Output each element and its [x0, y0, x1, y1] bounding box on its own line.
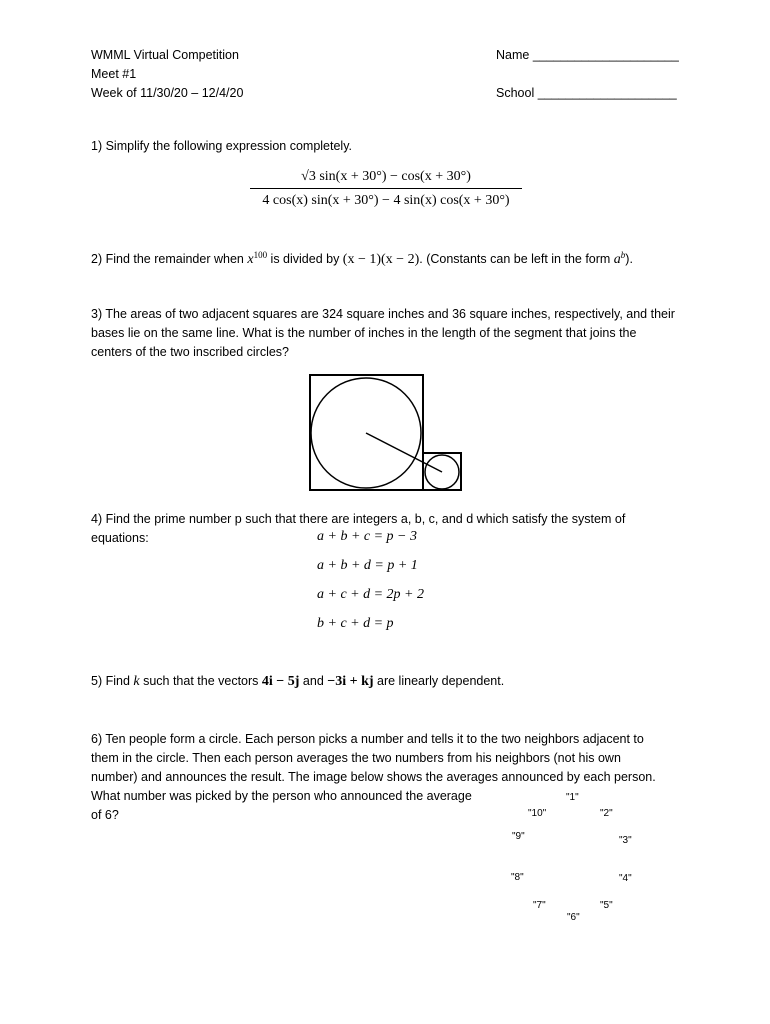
circle-label-8: "8" [511, 872, 524, 883]
equation-4: b + c + d = p [317, 616, 394, 631]
equation-3: a + c + d = 2p + 2 [317, 587, 425, 602]
question-4-line-2: equations: [91, 531, 149, 545]
q2-suffix-a: . (Constants can be left in the form [419, 252, 614, 267]
circle-label-6: "6" [567, 912, 580, 923]
equation-2: a + b + d = p + 1 [317, 558, 418, 573]
school-field: School ____________________ [496, 86, 677, 100]
question-2 [91, 246, 633, 269]
question-1-text: 1) Simplify the following expression completely. [91, 139, 352, 153]
question-6-line-3: number) and announces the result. The image below shows the averages announced by each person. [91, 770, 656, 784]
q2-middle: is divided by [267, 252, 343, 267]
q2-exponent: 100 [253, 250, 268, 260]
competition-title: WMML Virtual Competition [91, 48, 239, 62]
circle-label-3: "3" [619, 835, 632, 846]
circle-label-5: "5" [600, 900, 613, 911]
q2-divisor: (x − 1)(x − 2) [342, 252, 420, 268]
question-4-line-1: 4) Find the prime number p such that there are integers a, b, c, and d which satisfy the system of [91, 512, 626, 526]
squares-circles-figure [300, 365, 470, 500]
q5-suffix: are linearly dependent. [373, 674, 505, 688]
question-6-line-5: of 6? [91, 808, 119, 822]
q2-suffix-b: ). [625, 252, 633, 267]
q5-and: and [299, 674, 328, 688]
q2-form-base: a [613, 252, 621, 268]
question-3-line-3: centers of the two inscribed circles? [91, 345, 290, 359]
question-6-line-1: 6) Ten people form a circle. Each person picks a number and tells it to the two neighbors adjacent to [91, 732, 644, 746]
meet-number: Meet #1 [91, 67, 137, 81]
circle-label-2: "2" [600, 808, 613, 819]
q5-vector-1: 4i − 5j [261, 674, 300, 689]
q2-base: x [247, 252, 254, 268]
fraction-numerator: √3 sin(x + 30°) − cos(x + 30°) [301, 169, 471, 184]
q5-vector-2: −3i + kj [327, 674, 374, 689]
circle-label-9: "9" [512, 831, 525, 842]
question-3-line-1: 3) The areas of two adjacent squares are 324 square inches and 36 square inches, respectively, and their [91, 307, 675, 321]
q2-prefix: 2) Find the remainder when [91, 252, 248, 267]
circle-label-4: "4" [619, 873, 632, 884]
question-6-line-2: them in the circle. Then each person averages the two numbers from his neighbors (not his own [91, 751, 621, 765]
circle-label-10: "10" [528, 808, 547, 819]
question-1-fraction [250, 167, 522, 211]
circle-label-1: "1" [566, 792, 579, 803]
fraction-denominator: 4 cos(x) sin(x + 30°) − 4 sin(x) cos(x + 30°) [262, 193, 510, 208]
q2-form-exp: b [620, 250, 626, 260]
week-dates: Week of 11/30/20 – 12/4/20 [91, 86, 244, 100]
question-6-line-4: What number was picked by the person who announced the average [91, 789, 472, 803]
circle-label-7: "7" [533, 900, 546, 911]
fraction-bar [250, 188, 522, 189]
question-5 [91, 672, 504, 691]
name-field: Name _____________________ [496, 48, 679, 62]
question-3-line-2: bases lie on the same line. What is the number of inches in the length of the segment that joins the [91, 326, 637, 340]
equation-1: a + b + c = p − 3 [317, 529, 418, 544]
q5-middle: such that the vectors [139, 674, 262, 688]
q5-prefix: 5) Find [91, 674, 134, 688]
q5-var: k [133, 674, 140, 689]
